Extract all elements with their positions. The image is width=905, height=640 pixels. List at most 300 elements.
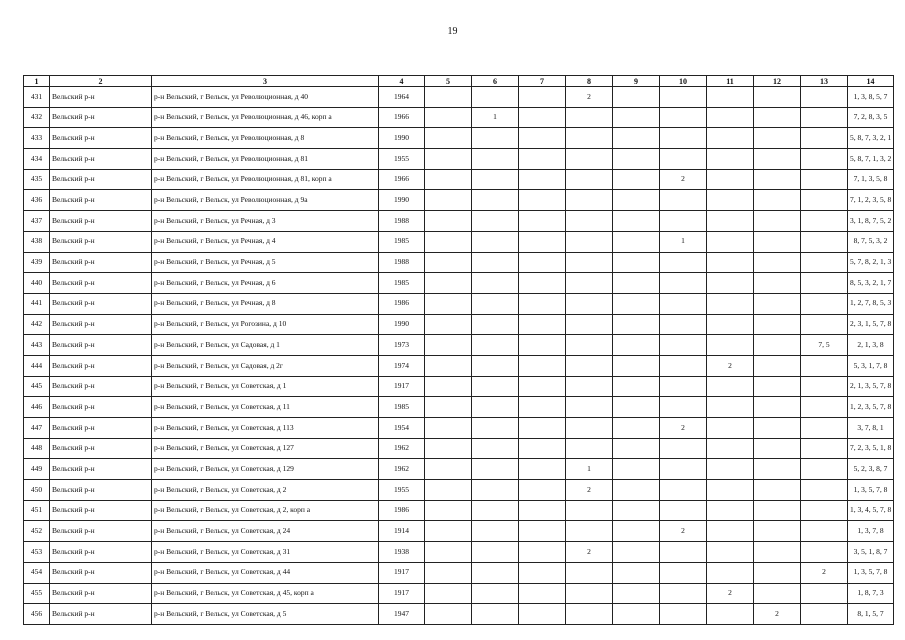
col8-cell [566, 500, 613, 521]
col11-cell [707, 149, 754, 170]
col11-cell [707, 273, 754, 294]
col5-cell [425, 376, 472, 397]
district-cell: Вельский р-н [50, 521, 152, 542]
col13-cell [801, 231, 848, 252]
col14-cell: 1, 3, 4, 5, 7, 8 [848, 500, 894, 521]
address-cell: р-н Вельский, г Вельск, ул Речная, д 8 [152, 293, 379, 314]
address-cell: р-н Вельский, г Вельск, ул Советская, д 31 [152, 542, 379, 563]
col12-cell [754, 376, 801, 397]
col8-cell [566, 231, 613, 252]
district-cell: Вельский р-н [50, 376, 152, 397]
col14-cell: 5, 7, 8, 2, 1, 3 [848, 252, 894, 273]
col7-cell [519, 190, 566, 211]
col8-cell [566, 583, 613, 604]
address-cell: р-н Вельский, г Вельск, ул Речная, д 5 [152, 252, 379, 273]
district-cell: Вельский р-н [50, 562, 152, 583]
col11-cell [707, 438, 754, 459]
col14-cell: 7, 2, 3, 5, 1, 8 [848, 438, 894, 459]
address-cell: р-н Вельский, г Вельск, ул Революционная, д 81 [152, 149, 379, 170]
col8-cell [566, 604, 613, 625]
header-row [24, 76, 894, 87]
col12-cell [754, 355, 801, 376]
column-header: 13 [801, 76, 848, 87]
col6-cell [472, 480, 519, 501]
col12-cell [754, 418, 801, 439]
col13-cell [801, 314, 848, 335]
col6-cell [472, 355, 519, 376]
col13-cell [801, 459, 848, 480]
col7-cell [519, 335, 566, 356]
col11-cell [707, 480, 754, 501]
address-cell: р-н Вельский, г Вельск, ул Советская, д 24 [152, 521, 379, 542]
col8-cell: 2 [566, 542, 613, 563]
col12-cell [754, 314, 801, 335]
col10-cell [660, 583, 707, 604]
table-row [24, 459, 894, 480]
col13-cell [801, 438, 848, 459]
row-number-cell: 438 [24, 231, 50, 252]
year-cell: 1964 [379, 87, 425, 108]
col9-cell [613, 252, 660, 273]
col6-cell [472, 562, 519, 583]
year-cell: 1986 [379, 500, 425, 521]
col13-cell [801, 211, 848, 232]
col7-cell [519, 273, 566, 294]
col12-cell [754, 149, 801, 170]
col14-cell: 8, 1, 5, 7 [848, 604, 894, 625]
col10-cell [660, 604, 707, 625]
col10-cell [660, 335, 707, 356]
year-cell: 1938 [379, 542, 425, 563]
row-number-cell: 455 [24, 583, 50, 604]
col9-cell [613, 480, 660, 501]
col11-cell [707, 107, 754, 128]
col10-cell [660, 273, 707, 294]
col14-cell: 5, 8, 7, 3, 2, 1 [848, 128, 894, 149]
col5-cell [425, 169, 472, 190]
address-cell: р-н Вельский, г Вельск, ул Революционная, д 46, корп а [152, 107, 379, 128]
district-cell: Вельский р-н [50, 604, 152, 625]
table-row [24, 87, 894, 108]
col8-cell [566, 418, 613, 439]
col7-cell [519, 397, 566, 418]
col6-cell [472, 397, 519, 418]
col11-cell [707, 231, 754, 252]
table-row [24, 521, 894, 542]
col10-cell [660, 190, 707, 211]
col9-cell [613, 314, 660, 335]
col11-cell [707, 335, 754, 356]
col11-cell [707, 562, 754, 583]
year-cell: 1985 [379, 273, 425, 294]
col7-cell [519, 562, 566, 583]
col8-cell [566, 252, 613, 273]
address-cell: р-н Вельский, г Вельск, ул Советская, д 44 [152, 562, 379, 583]
table-row [24, 355, 894, 376]
table-row [24, 335, 894, 356]
district-cell: Вельский р-н [50, 211, 152, 232]
col13-cell [801, 604, 848, 625]
table-row [24, 293, 894, 314]
col13-cell [801, 521, 848, 542]
col10-cell [660, 355, 707, 376]
col14-cell: 8, 7, 5, 3, 2 [848, 231, 894, 252]
col10-cell [660, 211, 707, 232]
address-cell: р-н Вельский, г Вельск, ул Революционная, д 9а [152, 190, 379, 211]
col5-cell [425, 149, 472, 170]
col12-cell [754, 521, 801, 542]
district-cell: Вельский р-н [50, 355, 152, 376]
col9-cell [613, 376, 660, 397]
col10-cell [660, 397, 707, 418]
page-number: 19 [447, 26, 458, 37]
address-cell: р-н Вельский, г Вельск, ул Советская, д 5 [152, 604, 379, 625]
col13-cell [801, 169, 848, 190]
col11-cell [707, 542, 754, 563]
table-row [24, 314, 894, 335]
col5-cell [425, 521, 472, 542]
column-header: 1 [24, 76, 50, 87]
year-cell: 1988 [379, 211, 425, 232]
col8-cell [566, 314, 613, 335]
year-cell: 1990 [379, 128, 425, 149]
col7-cell [519, 500, 566, 521]
col7-cell [519, 376, 566, 397]
col13-cell [801, 190, 848, 211]
district-cell: Вельский р-н [50, 107, 152, 128]
col9-cell [613, 397, 660, 418]
col11-cell [707, 252, 754, 273]
col9-cell [613, 87, 660, 108]
col9-cell [613, 583, 660, 604]
col8-cell: 2 [566, 87, 613, 108]
col14-cell: 5, 8, 7, 1, 3, 2 [848, 149, 894, 170]
year-cell: 1966 [379, 107, 425, 128]
address-cell: р-н Вельский, г Вельск, ул Революционная, д 8 [152, 128, 379, 149]
col7-cell [519, 107, 566, 128]
col6-cell [472, 231, 519, 252]
address-cell: р-н Вельский, г Вельск, ул Советская, д 2 [152, 480, 379, 501]
col9-cell [613, 604, 660, 625]
col8-cell [566, 562, 613, 583]
col12-cell [754, 293, 801, 314]
col5-cell [425, 107, 472, 128]
address-cell: р-н Вельский, г Вельск, ул Советская, д 11 [152, 397, 379, 418]
col8-cell [566, 149, 613, 170]
col8-cell [566, 107, 613, 128]
col5-cell [425, 190, 472, 211]
col5-cell [425, 583, 472, 604]
col5-cell [425, 231, 472, 252]
col5-cell [425, 562, 472, 583]
row-number-cell: 442 [24, 314, 50, 335]
col12-cell [754, 459, 801, 480]
year-cell: 1917 [379, 562, 425, 583]
col9-cell [613, 169, 660, 190]
col14-cell: 3, 5, 1, 8, 7 [848, 542, 894, 563]
col14-cell: 1, 2, 7, 8, 5, 3 [848, 293, 894, 314]
col8-cell [566, 169, 613, 190]
col12-cell [754, 542, 801, 563]
row-number-cell: 452 [24, 521, 50, 542]
row-number-cell: 439 [24, 252, 50, 273]
col12-cell [754, 87, 801, 108]
col12-cell [754, 169, 801, 190]
col8-cell [566, 376, 613, 397]
district-cell: Вельский р-н [50, 87, 152, 108]
col12-cell [754, 273, 801, 294]
table-row [24, 583, 894, 604]
address-cell: р-н Вельский, г Вельск, ул Садовая, д 2г [152, 355, 379, 376]
col13-cell [801, 128, 848, 149]
col6-cell [472, 500, 519, 521]
district-cell: Вельский р-н [50, 542, 152, 563]
year-cell: 1955 [379, 149, 425, 170]
year-cell: 1985 [379, 397, 425, 418]
col5-cell [425, 87, 472, 108]
col10-cell [660, 562, 707, 583]
col6-cell [472, 542, 519, 563]
column-header: 4 [379, 76, 425, 87]
table-row [24, 480, 894, 501]
row-number-cell: 450 [24, 480, 50, 501]
col10-cell: 2 [660, 169, 707, 190]
col6-cell [472, 583, 519, 604]
col11-cell [707, 604, 754, 625]
year-cell: 1962 [379, 438, 425, 459]
col10-cell [660, 542, 707, 563]
col8-cell [566, 438, 613, 459]
col11-cell [707, 418, 754, 439]
district-cell: Вельский р-н [50, 128, 152, 149]
col6-cell [472, 604, 519, 625]
col5-cell [425, 293, 472, 314]
col9-cell [613, 190, 660, 211]
col5-cell [425, 397, 472, 418]
address-cell: р-н Вельский, г Вельск, ул Речная, д 6 [152, 273, 379, 294]
col6-cell [472, 335, 519, 356]
col13-cell: 2 [801, 562, 848, 583]
col12-cell [754, 438, 801, 459]
col8-cell [566, 355, 613, 376]
col8-cell [566, 190, 613, 211]
col13-cell: 7, 5 [801, 335, 848, 356]
district-cell: Вельский р-н [50, 335, 152, 356]
col7-cell [519, 604, 566, 625]
col11-cell [707, 211, 754, 232]
col9-cell [613, 107, 660, 128]
col10-cell [660, 252, 707, 273]
row-number-cell: 447 [24, 418, 50, 439]
address-cell: р-н Вельский, г Вельск, ул Советская, д 1 [152, 376, 379, 397]
year-cell: 1917 [379, 583, 425, 604]
address-cell: р-н Вельский, г Вельск, ул Советская, д 129 [152, 459, 379, 480]
col12-cell [754, 397, 801, 418]
col11-cell [707, 376, 754, 397]
district-cell: Вельский р-н [50, 231, 152, 252]
column-header: 6 [472, 76, 519, 87]
year-cell: 1966 [379, 169, 425, 190]
col9-cell [613, 500, 660, 521]
table-row [24, 211, 894, 232]
col8-cell [566, 128, 613, 149]
col14-cell: 7, 1, 3, 5, 8 [848, 169, 894, 190]
row-number-cell: 454 [24, 562, 50, 583]
col5-cell [425, 438, 472, 459]
row-number-cell: 431 [24, 87, 50, 108]
row-number-cell: 449 [24, 459, 50, 480]
col8-cell [566, 293, 613, 314]
address-cell: р-н Вельский, г Вельск, ул Революционная, д 81, корп а [152, 169, 379, 190]
col7-cell [519, 583, 566, 604]
col8-cell [566, 273, 613, 294]
row-number-cell: 434 [24, 149, 50, 170]
col13-cell [801, 418, 848, 439]
col5-cell [425, 335, 472, 356]
table-row [24, 149, 894, 170]
year-cell: 1986 [379, 293, 425, 314]
row-number-cell: 448 [24, 438, 50, 459]
col13-cell [801, 542, 848, 563]
col7-cell [519, 149, 566, 170]
col13-cell [801, 500, 848, 521]
registry-table [23, 75, 894, 625]
table-row [24, 562, 894, 583]
col7-cell [519, 211, 566, 232]
column-header: 3 [152, 76, 379, 87]
row-number-cell: 436 [24, 190, 50, 211]
col7-cell [519, 459, 566, 480]
col6-cell [472, 87, 519, 108]
table-row [24, 542, 894, 563]
col9-cell [613, 355, 660, 376]
col12-cell [754, 500, 801, 521]
district-cell: Вельский р-н [50, 293, 152, 314]
col10-cell [660, 149, 707, 170]
column-header: 10 [660, 76, 707, 87]
col14-cell: 7, 1, 2, 3, 5, 8 [848, 190, 894, 211]
col7-cell [519, 231, 566, 252]
address-cell: р-н Вельский, г Вельск, ул Советская, д 45, корп а [152, 583, 379, 604]
col13-cell [801, 252, 848, 273]
col14-cell: 1, 3, 8, 5, 7 [848, 87, 894, 108]
col11-cell [707, 128, 754, 149]
col14-cell: 2, 3, 1, 5, 7, 8 [848, 314, 894, 335]
table-row [24, 376, 894, 397]
row-number-cell: 446 [24, 397, 50, 418]
district-cell: Вельский р-н [50, 459, 152, 480]
col7-cell [519, 87, 566, 108]
col5-cell [425, 500, 472, 521]
district-cell: Вельский р-н [50, 169, 152, 190]
row-number-cell: 444 [24, 355, 50, 376]
year-cell: 1914 [379, 521, 425, 542]
col10-cell: 1 [660, 231, 707, 252]
col6-cell [472, 252, 519, 273]
col8-cell [566, 397, 613, 418]
col11-cell: 2 [707, 583, 754, 604]
col13-cell [801, 376, 848, 397]
col6-cell [472, 190, 519, 211]
col12-cell: 2 [754, 604, 801, 625]
column-header: 5 [425, 76, 472, 87]
col13-cell [801, 273, 848, 294]
col7-cell [519, 542, 566, 563]
col10-cell: 2 [660, 521, 707, 542]
col10-cell [660, 87, 707, 108]
col7-cell [519, 355, 566, 376]
address-cell: р-н Вельский, г Вельск, ул Рогозина, д 10 [152, 314, 379, 335]
col9-cell [613, 521, 660, 542]
address-cell: р-н Вельский, г Вельск, ул Советская, д 127 [152, 438, 379, 459]
table-row [24, 169, 894, 190]
col10-cell [660, 459, 707, 480]
col5-cell [425, 459, 472, 480]
col8-cell [566, 521, 613, 542]
year-cell: 1990 [379, 314, 425, 335]
year-cell: 1955 [379, 480, 425, 501]
year-cell: 1985 [379, 231, 425, 252]
column-header: 14 [848, 76, 894, 87]
table-row [24, 231, 894, 252]
col5-cell [425, 128, 472, 149]
col12-cell [754, 128, 801, 149]
col11-cell [707, 500, 754, 521]
col11-cell [707, 459, 754, 480]
col5-cell [425, 252, 472, 273]
row-number-cell: 456 [24, 604, 50, 625]
col6-cell [472, 376, 519, 397]
col8-cell: 1 [566, 459, 613, 480]
col5-cell [425, 355, 472, 376]
column-header: 9 [613, 76, 660, 87]
district-cell: Вельский р-н [50, 500, 152, 521]
col14-cell: 1, 8, 7, 3 [848, 583, 894, 604]
col12-cell [754, 107, 801, 128]
col9-cell [613, 149, 660, 170]
district-cell: Вельский р-н [50, 583, 152, 604]
district-cell: Вельский р-н [50, 252, 152, 273]
col12-cell [754, 335, 801, 356]
district-cell: Вельский р-н [50, 273, 152, 294]
col12-cell [754, 252, 801, 273]
col5-cell [425, 418, 472, 439]
col11-cell [707, 190, 754, 211]
col9-cell [613, 231, 660, 252]
col12-cell [754, 190, 801, 211]
col13-cell [801, 149, 848, 170]
col14-cell: 2, 1, 3, 8 [848, 335, 894, 356]
col13-cell [801, 397, 848, 418]
col14-cell: 1, 3, 5, 7, 8 [848, 562, 894, 583]
col13-cell [801, 107, 848, 128]
col6-cell [472, 149, 519, 170]
col6-cell [472, 128, 519, 149]
col10-cell [660, 107, 707, 128]
col7-cell [519, 314, 566, 335]
column-header: 12 [754, 76, 801, 87]
year-cell: 1917 [379, 376, 425, 397]
col8-cell [566, 211, 613, 232]
col7-cell [519, 418, 566, 439]
col5-cell [425, 542, 472, 563]
col10-cell [660, 293, 707, 314]
column-header: 2 [50, 76, 152, 87]
col10-cell [660, 480, 707, 501]
table-row [24, 397, 894, 418]
col14-cell: 7, 2, 8, 3, 5 [848, 107, 894, 128]
col11-cell [707, 397, 754, 418]
